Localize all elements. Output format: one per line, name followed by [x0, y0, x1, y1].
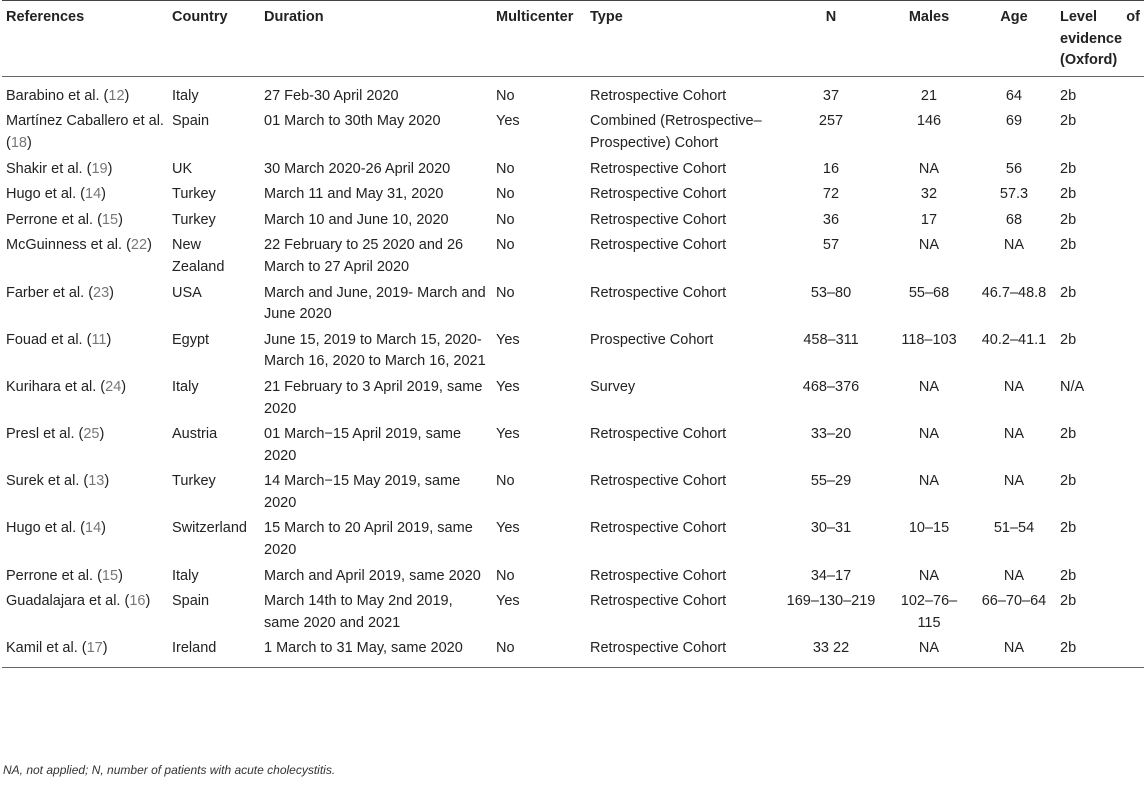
cell-country: Austria	[172, 426, 218, 443]
citation-close: )	[101, 520, 106, 537]
cell-multicenter: Yes	[496, 520, 520, 537]
cell-multicenter: Yes	[496, 426, 520, 443]
table-row	[2, 108, 1144, 155]
header-type: Type	[586, 1, 776, 77]
cell-multicenter: Yes	[496, 378, 520, 395]
cell-level-of-evidence: 2b	[1056, 635, 1144, 667]
cell-type: Retrospective Cohort	[590, 426, 727, 443]
reference-author: Shakir et al.	[6, 160, 83, 177]
cell-type: Retrospective Cohort	[586, 635, 776, 667]
cell-reference	[2, 280, 168, 327]
table-row	[2, 327, 1144, 374]
header-multicenter: Multicenter	[492, 1, 586, 77]
cell-age: 68	[1005, 211, 1023, 228]
cell-country: Turkey	[172, 186, 216, 203]
cell-type: Retrospective Cohort	[590, 284, 727, 301]
cell-age: 66–70–64	[981, 593, 1047, 610]
cell-n: 257	[818, 113, 844, 130]
cell-n: 37	[822, 87, 840, 104]
header-duration: Duration	[260, 1, 492, 77]
citation-close: )	[99, 426, 105, 443]
header-n: N	[776, 1, 886, 77]
citation-close: )	[102, 640, 108, 657]
cell-age: 69	[1005, 113, 1023, 130]
table-row	[2, 588, 1144, 635]
citation-close: )	[107, 160, 113, 177]
table-row	[2, 76, 1144, 108]
cell-type: Retrospective Cohort	[590, 593, 727, 610]
citation-close: )	[124, 87, 130, 104]
cell-multicenter: No	[496, 284, 515, 301]
citation-link[interactable]: 24	[105, 378, 122, 395]
cell-multicenter: No	[496, 87, 515, 104]
studies-table	[2, 0, 1144, 668]
cell-level-of-evidence: 2b	[1060, 113, 1077, 130]
table-row	[2, 468, 1144, 515]
cell-males: NA	[918, 378, 940, 395]
cell-level-of-evidence: 2b	[1060, 520, 1077, 537]
cell-reference	[2, 76, 168, 108]
cell-country: Turkey	[172, 473, 216, 490]
cell-duration: June 15, 2019 to March 15, 2020- March 16, 2020 to March 16, 2021	[264, 331, 486, 370]
cell-reference	[2, 232, 168, 279]
header-country: Country	[168, 1, 260, 77]
cell-type: Combined (Retrospective–Prospective) Cohort	[590, 113, 762, 151]
cell-level-of-evidence: 2b	[1060, 567, 1077, 584]
citation-link[interactable]: 18	[10, 134, 27, 151]
citation-open: (	[77, 640, 87, 657]
citation-close: )	[121, 378, 127, 395]
cell-males: NA	[918, 160, 940, 177]
reference-author: Fouad et al.	[6, 331, 83, 348]
cell-n: 16	[822, 160, 840, 177]
reference-author: Perrone et al.	[6, 567, 94, 584]
cell-duration: 01 March to 30th May 2020	[264, 113, 441, 130]
cell-duration: March and June, 2019- March and June 2020	[264, 284, 486, 323]
cell-country: UK	[172, 160, 193, 177]
table-body	[2, 76, 1144, 667]
cell-type: Retrospective Cohort	[590, 520, 727, 537]
citation-link[interactable]: 14	[85, 520, 102, 537]
citation-open: (	[122, 237, 131, 254]
table-row	[2, 563, 1144, 589]
reference-author: Kamil et al.	[6, 640, 78, 657]
cell-type: Retrospective Cohort	[590, 567, 727, 584]
citation-close: )	[106, 331, 112, 348]
table-footnote: NA, not applied; N, number of patients with acute cholecystitis.	[3, 763, 336, 777]
citation-link[interactable]: 23	[93, 284, 110, 301]
cell-type: Retrospective Cohort	[590, 186, 727, 203]
header-references: References	[2, 1, 168, 77]
citation-close: )	[101, 186, 106, 203]
cell-multicenter: Yes	[496, 593, 520, 610]
citation-link[interactable]: 16	[129, 593, 146, 610]
cell-duration: 15 March to 20 April 2019, same 2020	[264, 520, 473, 559]
citation-link[interactable]: 12	[108, 87, 125, 104]
table-row	[2, 181, 1144, 207]
cell-country: Italy	[172, 378, 199, 395]
cell-age: 46.7–48.8	[981, 284, 1047, 301]
table-row	[2, 374, 1144, 421]
cell-level-of-evidence: N/A	[1060, 378, 1085, 395]
cell-level-of-evidence: 2b	[1060, 87, 1077, 104]
cell-age: 56	[1005, 160, 1023, 177]
cell-reference	[2, 327, 168, 374]
cell-males: 102–76–115	[900, 593, 958, 631]
cell-type: Retrospective Cohort	[590, 237, 727, 254]
cell-type: Survey	[590, 378, 636, 395]
cell-reference	[2, 374, 168, 421]
header-level-of-evidence: Level of evidence (Oxford)	[1056, 1, 1144, 77]
table-header	[2, 1, 1144, 77]
cell-country: Spain	[172, 113, 210, 130]
citation-link[interactable]: 19	[91, 160, 108, 177]
cell-n: 33 22	[776, 635, 886, 667]
reference-author: Surek et al.	[6, 473, 80, 490]
cell-age: NA	[1003, 567, 1025, 584]
cell-country: Italy	[172, 87, 199, 104]
citation-open: (	[99, 87, 109, 104]
cell-males: 118–103	[901, 331, 957, 348]
cell-level-of-evidence: 2b	[1060, 593, 1077, 610]
cell-reference	[2, 468, 168, 515]
cell-country: Ireland	[168, 635, 260, 667]
cell-age: 40.2–41.1	[981, 331, 1047, 348]
reference-author: Farber et al.	[6, 284, 85, 301]
citation-open: (	[82, 331, 92, 348]
cell-age: 57.3	[999, 186, 1029, 203]
cell-duration: 1 March to 31 May, same 2020	[260, 635, 492, 667]
cell-multicenter: No	[496, 237, 515, 254]
citation-link[interactable]: 17	[86, 640, 103, 657]
cell-duration: March and April 2019, same 2020	[264, 567, 481, 584]
cell-type: Retrospective Cohort	[590, 473, 727, 490]
cell-multicenter: No	[496, 160, 515, 177]
cell-age: 64	[1005, 87, 1023, 104]
cell-duration: 30 March 2020-26 April 2020	[264, 160, 451, 177]
citation-open: (	[76, 520, 85, 537]
cell-type: Prospective Cohort	[590, 331, 714, 348]
table-row	[2, 421, 1144, 468]
citation-open: (	[79, 473, 89, 490]
cell-males: 32	[920, 186, 938, 203]
reference-author: Martínez Caballero et al.	[6, 113, 164, 130]
cell-reference	[2, 421, 168, 468]
cell-males: NA	[918, 426, 940, 443]
reference-author: Hugo et al.	[6, 186, 77, 203]
cell-n: 169–130–219	[786, 593, 876, 610]
cell-country: Egypt	[172, 331, 210, 348]
citation-link[interactable]: 11	[91, 331, 107, 348]
reference-author: McGuinness et al.	[6, 237, 123, 254]
citation-link[interactable]: 13	[88, 473, 105, 490]
cell-males: NA	[918, 567, 940, 584]
cell-country: New Zealand	[172, 237, 225, 275]
cell-multicenter: Yes	[496, 113, 520, 130]
citation-close: )	[109, 284, 115, 301]
citation-open: (	[93, 211, 102, 228]
citation-open: (	[93, 567, 102, 584]
cell-n: 57	[822, 237, 840, 254]
citation-link[interactable]: 15	[101, 567, 119, 584]
cell-duration: 21 February to 3 April 2019, same 2020	[264, 378, 483, 417]
reference-author: Presl et al.	[6, 426, 75, 443]
cell-n: 30–31	[810, 520, 852, 537]
citation-open: (	[120, 593, 130, 610]
cell-multicenter: No	[496, 186, 515, 203]
cell-age: NA	[1003, 378, 1025, 395]
citation-open: (	[74, 426, 84, 443]
cell-reference	[2, 207, 168, 233]
reference-author: Kurihara et al.	[6, 378, 97, 395]
cell-country: Turkey	[172, 211, 216, 228]
cell-multicenter: No	[496, 211, 515, 228]
cell-n: 36	[822, 211, 840, 228]
cell-age: NA	[1003, 237, 1025, 254]
cell-reference	[2, 181, 168, 207]
cell-males: 55–68	[908, 284, 950, 301]
table-row	[2, 232, 1144, 279]
cell-multicenter: Yes	[496, 331, 520, 348]
cell-level-of-evidence: 2b	[1060, 426, 1077, 443]
table-row	[2, 207, 1144, 233]
cell-type: Retrospective Cohort	[590, 160, 727, 177]
cell-n: 34–17	[810, 567, 852, 584]
cell-reference	[2, 588, 168, 635]
cell-duration: 01 March−15 April 2019, same 2020	[264, 426, 462, 464]
cell-n: 458–311	[803, 331, 859, 348]
cell-reference	[2, 635, 168, 667]
cell-duration: 27 Feb-30 April 2020	[264, 87, 399, 104]
citation-open: (	[84, 284, 94, 301]
citation-link[interactable]: 14	[85, 186, 102, 203]
cell-duration: March 11 and May 31, 2020	[264, 186, 444, 203]
cell-duration: March 14th to May 2nd 2019, same 2020 and 2021	[264, 593, 453, 631]
citation-link[interactable]: 25	[83, 426, 100, 443]
header-males: Males	[886, 1, 972, 77]
cell-level-of-evidence: 2b	[1060, 284, 1077, 301]
cell-level-of-evidence: 2b	[1060, 186, 1077, 203]
cell-n: 53–80	[810, 284, 852, 301]
table-row	[2, 635, 1144, 667]
cell-duration: March 10 and June 10, 2020	[264, 211, 449, 228]
cell-level-of-evidence: 2b	[1060, 237, 1077, 254]
cell-n: 33–20	[810, 426, 852, 443]
cell-level-of-evidence: 2b	[1060, 473, 1077, 490]
citation-link[interactable]: 22	[130, 237, 148, 254]
cell-age: NA	[972, 635, 1056, 667]
cell-age: NA	[1003, 473, 1025, 490]
cell-country: Switzerland	[172, 520, 247, 537]
reference-author: Guadalajara et al.	[6, 593, 121, 610]
citation-link[interactable]: 15	[101, 211, 119, 228]
citation-open: (	[96, 378, 106, 395]
reference-author: Barabino et al.	[6, 87, 100, 104]
citation-open: (	[76, 186, 85, 203]
reference-author: Hugo et al.	[6, 520, 77, 537]
cell-level-of-evidence: 2b	[1060, 211, 1077, 228]
citation-close: )	[147, 237, 152, 254]
cell-type: Retrospective Cohort	[590, 87, 727, 104]
cell-males: 10–15	[908, 520, 950, 537]
header-age: Age	[972, 1, 1056, 77]
cell-males: 21	[920, 87, 938, 104]
cell-type: Retrospective Cohort	[590, 211, 727, 228]
citation-close: )	[104, 473, 110, 490]
cell-males: NA	[918, 473, 940, 490]
cell-age: NA	[1003, 426, 1025, 443]
table-row	[2, 280, 1144, 327]
cell-males: NA	[918, 237, 940, 254]
cell-males: 146	[916, 113, 942, 130]
cell-country: USA	[172, 284, 202, 301]
cell-multicenter: No	[496, 567, 515, 584]
table-row	[2, 156, 1144, 182]
cell-level-of-evidence: 2b	[1060, 160, 1077, 177]
cell-reference	[2, 515, 168, 562]
cell-males: 17	[920, 211, 938, 228]
cell-age: 51–54	[993, 520, 1035, 537]
citation-close: )	[145, 593, 151, 610]
cell-duration: 14 March−15 May 2019, same 2020	[264, 473, 461, 511]
cell-reference	[2, 563, 168, 589]
cell-males: NA	[886, 635, 972, 667]
cell-duration: 22 February to 25 2020 and 26 March to 27 April 2020	[264, 237, 464, 275]
cell-multicenter: No	[496, 473, 515, 490]
table-row	[2, 515, 1144, 562]
reference-author: Perrone et al.	[6, 211, 94, 228]
cell-reference	[2, 108, 168, 155]
citation-close: )	[26, 134, 32, 151]
cell-country: Spain	[172, 593, 210, 610]
citation-close: )	[118, 211, 123, 228]
cell-n: 468–376	[802, 378, 860, 395]
citation-open: (	[6, 134, 11, 151]
citation-open: (	[82, 160, 92, 177]
cell-multicenter: No	[492, 635, 586, 667]
cell-country: Italy	[172, 567, 199, 584]
cell-reference	[2, 156, 168, 182]
cell-n: 72	[822, 186, 840, 203]
cell-level-of-evidence: 2b	[1060, 331, 1077, 348]
citation-close: )	[118, 567, 123, 584]
cell-n: 55–29	[810, 473, 852, 490]
